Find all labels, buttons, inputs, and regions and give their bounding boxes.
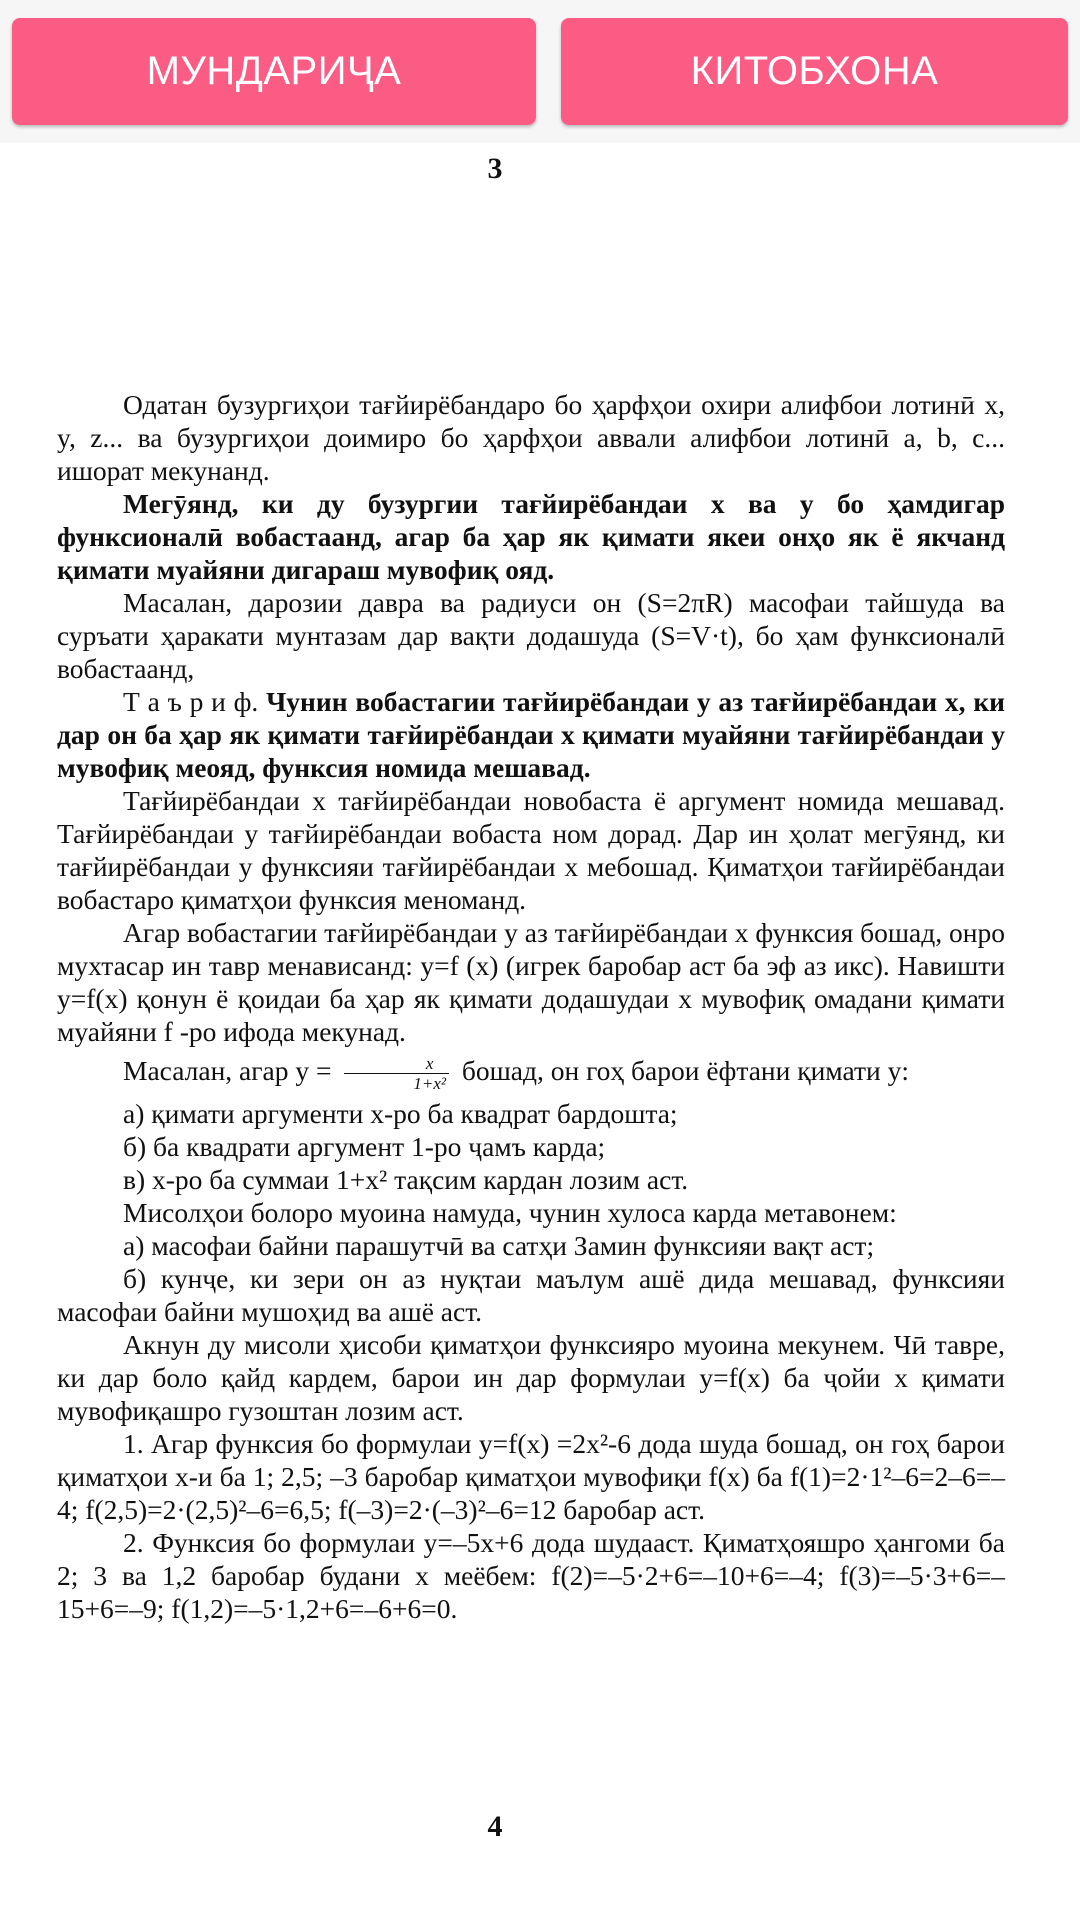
paragraph-example	[57, 1054, 1005, 1093]
paragraph: Мисолҳои болоро муоина намуда, чунин хулоса карда метавонем:	[123, 1197, 897, 1229]
paragraph: Тағйирёбандаи x тағйирёбандаи новобаста ё аргумент номида мешавад. Тағйирёбандаи y тағйирёбандаи вобаста ном дорад. Дар ин ҳолат мегӯянд, ки тағйирёбандаи y функсияи тағйирёбандаи x мебошад. Қиматҳои тағйирёбандаи вобастаро қиматҳои функсия меноманд.	[57, 785, 1005, 915]
book-page-text	[57, 388, 1005, 1625]
definition-label: Т а ъ р и ф.	[123, 686, 259, 717]
paragraph-definition: Мегӯянд, ки ду бузургии тағйирёбандаи x ва y бо ҳамдигар функсионалӣ вобастаанд, агар ба ҳар як қимати якеи онҳо як ё якчанд қимати муайяни дигараш мувофиқ ояд.	[57, 488, 1005, 585]
top-toolbar	[0, 0, 1080, 143]
fraction-formula	[344, 1054, 449, 1093]
fraction-denominator: 1+x²	[413, 1074, 446, 1094]
list-item: а) масофаи байни парашутчӣ ва сатҳи Замин функсияи вақт аст;	[123, 1230, 875, 1262]
contents-button[interactable]: МУНДАРИҶА	[12, 18, 536, 125]
list-item: б) ба квадрати аргумент 1-ро ҷамъ карда;	[123, 1131, 606, 1163]
paragraph-definition	[57, 685, 1005, 784]
paragraph: Одатан бузургиҳои тағйирёбандаро бо ҳарфҳои охири алифбои лотинӣ x, y, z... ва бузургиҳои доимиро бо ҳарфҳои аввали алифбои лотинӣ a, b, c... ишорат мекунанд.	[57, 389, 1005, 486]
list-item: б) кунҷе, ки зери он аз нуқтаи маълум ашё дида мешавад, функсияи масофаи байни мушоҳид ва ашё аст.	[57, 1263, 1005, 1328]
example-text-before: Масалан, агар y =	[123, 1055, 332, 1086]
page-number-bottom: 4	[487, 1810, 503, 1843]
fraction-numerator: x	[344, 1054, 449, 1074]
example-text-after: бошад, он гоҳ барои ёфтани қимати y:	[461, 1055, 910, 1086]
paragraph: Агар вобастагии тағйирёбандаи y аз тағйирёбандаи x функсия бошад, онро мухтасар ин тавр менависанд: y=f (x) (игрек баробар аст ба эф аз икс). Навишти y=f(x) қонун ё қоидаи ба ҳар як қимати додашудаи x мувофиқ омадани қимати муайяни f -ро ифода мекунад.	[57, 917, 1005, 1047]
paragraph: Акнун ду мисоли ҳисоби қиматҳои функсияро муоина мекунем. Чӣ тавре, ки дар боло қайд кардем, барои ин дар формулаи y=f(x) ба ҷойи x қимати мувофиқашро гузоштан лозим аст.	[57, 1329, 1005, 1427]
list-item: в) x-ро ба суммаи 1+x² тақсим кардан лозим аст.	[123, 1164, 689, 1196]
list-item: а) қимати аргументи x-ро ба квадрат бардошта;	[123, 1098, 678, 1130]
paragraph: Масалан, дарозии давра ва радиуси он (S=2πR) масофаи тайшуда ва суръати ҳаракати мунтазам дар вақти додашуда (S=V·t), бо ҳам функсионалӣ вобастаанд,	[57, 587, 1005, 684]
example-item: 1. Агар функсия бо формулаи y=f(x) =2x²-6 дода шуда бошад, он гоҳ барои қиматҳои x-и ба 1; 2,5; –3 баробар қиматҳои мувофиқи f(x) ба f(1)=2·1²–6=2–6=–4; f(2,5)=2·(2,5)²–6=6,5; f(–3)=2·(–3)²–6=12 баробар аст.	[57, 1428, 1005, 1526]
page-number-top: 3	[487, 152, 503, 185]
library-button[interactable]: КИТОБХОНА	[561, 18, 1068, 125]
definition-text: Чунин вобастагии тағйирёбандаи y аз тағйирёбандаи x, ки дар он ба ҳар як қимати тағйирёбандаи x қимати муайяни тағйирёбандаи y мувофиқ меояд, функсия номида мешавад.	[57, 686, 1006, 783]
example-item: 2. Функсия бо формулаи y=–5x+6 дода шудааст. Қиматҳояшро ҳангоми ба 2; 3 ва 1,2 баробар будани x меёбем: f(2)=–5·2+6=–10+6=–4; f(3)=–5·3+6=–15+6=–9; f(1,2)=–5·1,2+6=–6+6=0.	[57, 1527, 1005, 1625]
